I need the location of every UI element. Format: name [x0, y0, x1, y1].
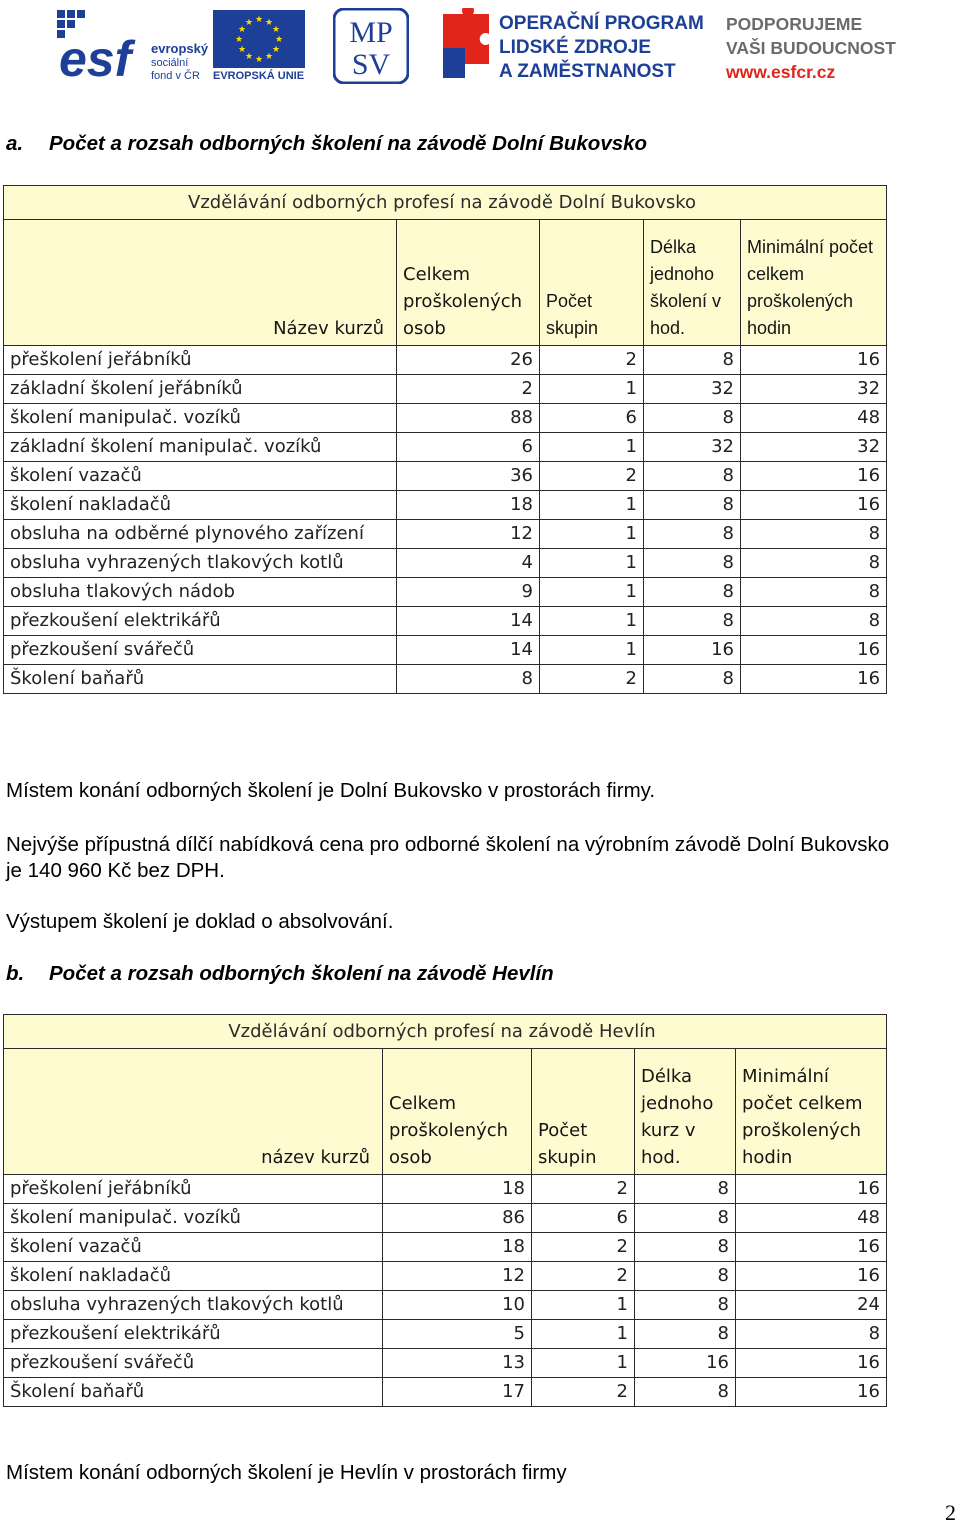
table-row: [4, 1378, 887, 1407]
table-dolni-bukovsko: [3, 185, 887, 694]
table-row: [4, 520, 887, 549]
cell-course-name: přezkoušení elektrikářů: [4, 607, 397, 636]
svg-text:★: ★: [244, 18, 254, 28]
svg-text:esf: esf: [59, 31, 132, 80]
esf-mark-icon: [55, 8, 147, 80]
paragraph-price: Nejvýše přípustná dílčí nabídková cena pro odborné školení na výrobním závodě Dolní Bukovsko je 140 960 Kč bez DPH.: [6, 833, 890, 882]
cell-total: 5: [383, 1320, 532, 1349]
svg-text:★: ★: [234, 35, 244, 45]
op-text: OPERAČNÍ PROGRAM LIDSKÉ ZDROJE A ZAMĚSTNANOST: [499, 13, 704, 82]
eu-flag-icon: [213, 10, 305, 68]
cell-hours: 8: [741, 549, 887, 578]
paragraph-output: Výstupem školení je doklad o absolvování.: [6, 910, 394, 933]
cell-hours: 8: [741, 520, 887, 549]
cell-total: 8: [397, 665, 540, 694]
section-b-heading: b. Počet a rozsah odborných školení na závodě Hevlín: [6, 962, 554, 985]
cell-total: 86: [383, 1204, 532, 1233]
cell-hours: 48: [741, 404, 887, 433]
svg-text:★: ★: [244, 52, 254, 62]
cell-groups: 1: [540, 607, 644, 636]
paragraph-location-b: Místem konání odborných školení je Hevlín v prostorách firmy: [6, 1461, 567, 1484]
eu-logo: [213, 10, 305, 82]
cell-groups: 2: [532, 1233, 635, 1262]
svg-text:★: ★: [237, 25, 247, 35]
table-row: [4, 636, 887, 665]
col-header-length: Délka jednoho kurz v hod.: [635, 1049, 736, 1175]
table-row: [4, 433, 887, 462]
table-row: [4, 1175, 887, 1204]
table-row: [4, 1320, 887, 1349]
cell-course-name: přeškolení jeřábníků: [4, 346, 397, 375]
cell-course-name: základní školení jeřábníků: [4, 375, 397, 404]
col-header-min-hours: Minimální počet celkem proškolených hodin: [741, 220, 887, 346]
cell-length: 8: [635, 1291, 736, 1320]
esfcr-url: www.esfcr.cz: [726, 62, 836, 82]
cell-course-name: obsluha tlakových nádob: [4, 578, 397, 607]
svg-text:★: ★: [254, 15, 264, 25]
cell-course-name: obsluha na odběrné plynového zařízení: [4, 520, 397, 549]
paragraph-location-a: Místem konání odborných školení je Dolní Bukovsko v prostorách firmy.: [6, 779, 656, 802]
cell-length: 8: [635, 1233, 736, 1262]
cell-length: 8: [644, 462, 741, 491]
table-row: [4, 346, 887, 375]
cell-total: 88: [397, 404, 540, 433]
svg-text:★: ★: [254, 55, 264, 65]
cell-length: 8: [635, 1320, 736, 1349]
cell-groups: 1: [540, 491, 644, 520]
cell-total: 17: [383, 1378, 532, 1407]
esf-text: evropský sociální fond v ČR: [151, 41, 209, 82]
table-row: [4, 1349, 887, 1378]
cell-course-name: přezkoušení elektrikářů: [4, 1320, 383, 1349]
cell-groups: 1: [540, 578, 644, 607]
col-header-name: název kurzů: [4, 1049, 383, 1175]
cell-hours: 16: [736, 1349, 887, 1378]
col-header-groups: Počet skupin: [540, 220, 644, 346]
cell-hours: 16: [741, 491, 887, 520]
cell-course-name: přezkoušení svářečů: [4, 1349, 383, 1378]
cell-course-name: obsluha vyhrazených tlakových kotlů: [4, 1291, 383, 1320]
col-header-min-hours: Minimální počet celkem proškolených hodin: [736, 1049, 887, 1175]
table-row: [4, 607, 887, 636]
cell-total: 18: [383, 1233, 532, 1262]
cell-course-name: školení nakladačů: [4, 491, 397, 520]
cell-total: 4: [397, 549, 540, 578]
table-row: [4, 404, 887, 433]
table-body: [4, 1175, 887, 1407]
col-header-total: Celkem proškolených osob: [397, 220, 540, 346]
cell-total: 14: [397, 636, 540, 665]
svg-text:★: ★: [237, 45, 247, 55]
cell-hours: 16: [741, 346, 887, 375]
table-row: [4, 549, 887, 578]
cell-hours: 48: [736, 1204, 887, 1233]
table-body: [4, 346, 887, 694]
table-row: [4, 462, 887, 491]
podporujeme-text: PODPORUJEME VAŠI BUDOUCNOST www.esfcr.cz: [726, 14, 896, 82]
cell-groups: 1: [532, 1320, 635, 1349]
table-row: [4, 1262, 887, 1291]
cell-groups: 1: [540, 375, 644, 404]
table-caption: Vzdělávání odborných profesí na závodě Hevlín: [4, 1015, 887, 1049]
cell-course-name: školení manipulač. vozíků: [4, 1204, 383, 1233]
cell-groups: 2: [532, 1175, 635, 1204]
table-row: [4, 375, 887, 404]
cell-groups: 1: [540, 433, 644, 462]
cell-groups: 1: [540, 636, 644, 665]
cell-total: 12: [383, 1262, 532, 1291]
eu-label: EVROPSKÁ UNIE: [213, 70, 305, 82]
svg-text:★: ★: [264, 52, 274, 62]
cell-length: 8: [644, 549, 741, 578]
table-row: [4, 1233, 887, 1262]
cell-total: 26: [397, 346, 540, 375]
cell-course-name: školení vazačů: [4, 1233, 383, 1262]
cell-hours: 32: [741, 433, 887, 462]
cell-hours: 24: [736, 1291, 887, 1320]
cell-total: 9: [397, 578, 540, 607]
cell-total: 36: [397, 462, 540, 491]
cell-total: 6: [397, 433, 540, 462]
cell-course-name: Školení baňařů: [4, 665, 397, 694]
puzzle-icon: [437, 8, 495, 84]
cell-groups: 2: [532, 1378, 635, 1407]
cell-groups: 2: [540, 665, 644, 694]
cell-hours: 16: [741, 462, 887, 491]
cell-length: 8: [644, 404, 741, 433]
cell-length: 8: [644, 607, 741, 636]
col-header-length: Délka jednoho školení v hod.: [644, 220, 741, 346]
svg-text:★: ★: [274, 35, 284, 45]
cell-length: 16: [635, 1349, 736, 1378]
cell-length: 8: [644, 491, 741, 520]
cell-total: 13: [383, 1349, 532, 1378]
table-row: [4, 491, 887, 520]
cell-groups: 1: [532, 1349, 635, 1378]
cell-hours: 16: [741, 636, 887, 665]
mpsv-line2: SV: [351, 48, 391, 81]
svg-text:★: ★: [271, 25, 281, 35]
cell-total: 18: [397, 491, 540, 520]
cell-length: 8: [644, 346, 741, 375]
cell-total: 18: [383, 1175, 532, 1204]
cell-course-name: Školení baňařů: [4, 1378, 383, 1407]
table-row: [4, 578, 887, 607]
cell-length: 8: [635, 1175, 736, 1204]
cell-course-name: obsluha vyhrazených tlakových kotlů: [4, 549, 397, 578]
op-lzz-logo: [437, 8, 707, 84]
cell-total: 14: [397, 607, 540, 636]
cell-hours: 32: [741, 375, 887, 404]
cell-course-name: školení nakladačů: [4, 1262, 383, 1291]
section-a-heading: a. Počet a rozsah odborných školení na závodě Dolní Bukovsko: [6, 132, 648, 155]
cell-groups: 1: [540, 520, 644, 549]
table-row: [4, 1291, 887, 1320]
col-header-groups: Počet skupin: [532, 1049, 635, 1175]
table-row: [4, 665, 887, 694]
table-hevlin: [3, 1014, 887, 1407]
cell-hours: 16: [736, 1262, 887, 1291]
cell-length: 8: [635, 1204, 736, 1233]
table-caption: Vzdělávání odborných profesí na závodě Dolní Bukovsko: [4, 186, 887, 220]
col-header-total: Celkem proškolených osob: [383, 1049, 532, 1175]
logo-header: [0, 0, 960, 92]
cell-length: 8: [644, 665, 741, 694]
cell-course-name: základní školení manipulač. vozíků: [4, 433, 397, 462]
cell-course-name: přeškolení jeřábníků: [4, 1175, 383, 1204]
cell-length: 32: [644, 433, 741, 462]
svg-text:★: ★: [271, 45, 281, 55]
esf-logo: [55, 8, 209, 83]
table-row: [4, 1204, 887, 1233]
cell-hours: 16: [736, 1233, 887, 1262]
cell-course-name: školení manipulač. vozíků: [4, 404, 397, 433]
cell-length: 16: [644, 636, 741, 665]
cell-hours: 8: [736, 1320, 887, 1349]
col-header-name: Název kurzů: [4, 220, 397, 346]
cell-groups: 2: [540, 462, 644, 491]
cell-groups: 1: [532, 1291, 635, 1320]
cell-groups: 2: [540, 346, 644, 375]
page-number: 2: [945, 1500, 956, 1525]
cell-hours: 16: [736, 1378, 887, 1407]
mpsv-line1: MP: [349, 16, 393, 49]
cell-course-name: školení vazačů: [4, 462, 397, 491]
cell-length: 8: [635, 1378, 736, 1407]
cell-length: 8: [644, 578, 741, 607]
cell-length: 32: [644, 375, 741, 404]
cell-hours: 16: [741, 665, 887, 694]
cell-total: 12: [397, 520, 540, 549]
cell-length: 8: [644, 520, 741, 549]
cell-hours: 16: [736, 1175, 887, 1204]
cell-groups: 1: [540, 549, 644, 578]
cell-hours: 8: [741, 607, 887, 636]
cell-course-name: přezkoušení svářečů: [4, 636, 397, 665]
cell-total: 10: [383, 1291, 532, 1320]
cell-groups: 6: [532, 1204, 635, 1233]
mpsv-logo: [333, 8, 409, 84]
cell-total: 2: [397, 375, 540, 404]
cell-hours: 8: [741, 578, 887, 607]
cell-groups: 6: [540, 404, 644, 433]
cell-length: 8: [635, 1262, 736, 1291]
svg-text:★: ★: [264, 18, 274, 28]
cell-groups: 2: [532, 1262, 635, 1291]
